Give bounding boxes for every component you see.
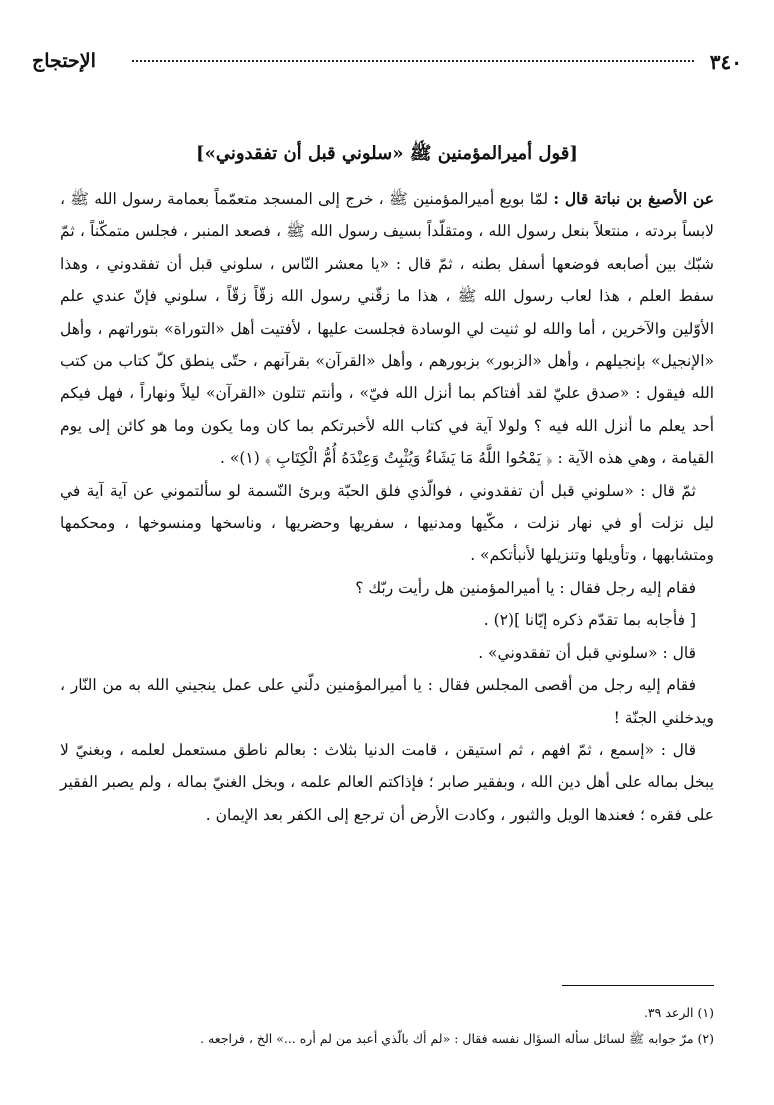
paragraph-1-text: لمّا بويع أميرالمؤمنين ﷺ ، خرج إلى المسجد متعمّماً بعمامة رسول الله ﷺ ، لابساً بردته ، منتعلاً بنعل رسول الله ، ومتقلّداً بسيف رسول الله ﷺ ، فصعد المنبر ، فجلس متمكّناً ، ثمّ شبّك بين أصابعه فوضعها أسفل بطنه ، ثمّ قال : «يا معشر النّاس ، سلوني قبل أن تفقدوني ، وهذا سفط العلم ، هذا لعاب رسول الله ﷺ ، هذا ما زقّني رسول الله زقّاً زقّاً ، سلوني فإنّ عندي علم الأوّلين والآخرين ، أما والله لو ثنيت لي الوسادة فجلست عليها ، لأفتيت أهل «التوراة» بتوراتهم ، وأهل «الإنجيل» بإنجيلهم ، وأهل «الزبور» بزبورهم ، وأهل «القرآن» بقرآنهم ، حتّى ينطق كلّ كتاب من كتب الله فيقول : «صدق عليّ لقد أفتاكم بما أنزل الله فيّ» ، وأنتم تتلون «القرآن» ليلاً ونهاراً ، فهل فيكم أحد يعلم ما أنزل الله فيه ؟ ولولا آية في كتاب الله لأخبرتكم بما كان وما يكون وما هو كائن إلى يوم القيامة ، وهي هذه الآية : ﴿ يَمْحُوا اللَّهُ مَا يَشَاءُ وَيُثْبِتُ وَعِنْدَهُ أُمُّ الْكِتَابِ ﴾ (١)» . [60,190,714,468]
footnote-1: (١) الرعد ٣٩. [643,1005,714,1020]
header-dotted-leader [132,60,694,62]
paragraph-4: [ فأجابه بما تقدّم ذكره إيّانا ](٢) . [483,611,696,630]
narrator-chain: عن الأصبغ بن نباتة قال : [553,189,714,208]
footnote-divider [562,985,714,986]
body-text [60,183,714,831]
paragraph-5: قال : «سلوني قبل أن تفقدوني» . [478,643,696,662]
paragraph-1 [60,183,714,475]
paragraph-2: ثمّ قال : «سلوني قبل أن تفقدوني ، فوالّذي فلق الحبّة وبرئ النّسمة لو سألتموني عن آية آية في ليل نزلت أو في نهار نزلت ، مكّيها ومدنيها ، سفريها وحضريها ، وناسخها ومنسوخها ، ومحكمها ومتشابهها ، وتأويلها وتنزيلها لأنبأتكم» . [60,481,714,565]
paragraph-7: قال : «إسمع ، ثمّ افهم ، ثم استيقن ، قامت الدنيا بثلاث : بعالم ناطق مستعمل لعلمه ، وبغنيّ لا يبخل بماله على أهل دين الله ، وبفقير صابر ؛ فإذاكتم العالم علمه ، وبخل الغنيّ بماله ، ولم يصبر الفقير على فقره ؛ فعندها الويل والثبور ، وكادت الأرض أن ترجع إلى الكفر بعد الإيمان . [60,740,714,824]
running-title: الإحتجاج [32,50,96,72]
footnote-2: (٢) مرّ جوابه ﷺ لسائل سأله السؤال نفسه فقال : «لم أك بالّذي أعبد من لم أره ...» الخ ، فراجعه . [200,1031,714,1046]
paragraph-6: فقام إليه رجل من أقصى المجلس فقال : يا أميرالمؤمنين دلّني على عمل ينجيني الله به من النّار ، ويدخلني الجنّة ! [60,676,714,727]
running-header [32,50,742,74]
page-number: ٣٤٠ [709,50,742,74]
section-title: [قول أميرالمؤمنين ﷺ «سلوني قبل أن تفقدوني»] [196,143,578,164]
footnotes [60,1000,714,1052]
paragraph-3: فقام إليه رجل فقال : يا أميرالمؤمنين هل رأيت ربّك ؟ [355,578,696,597]
